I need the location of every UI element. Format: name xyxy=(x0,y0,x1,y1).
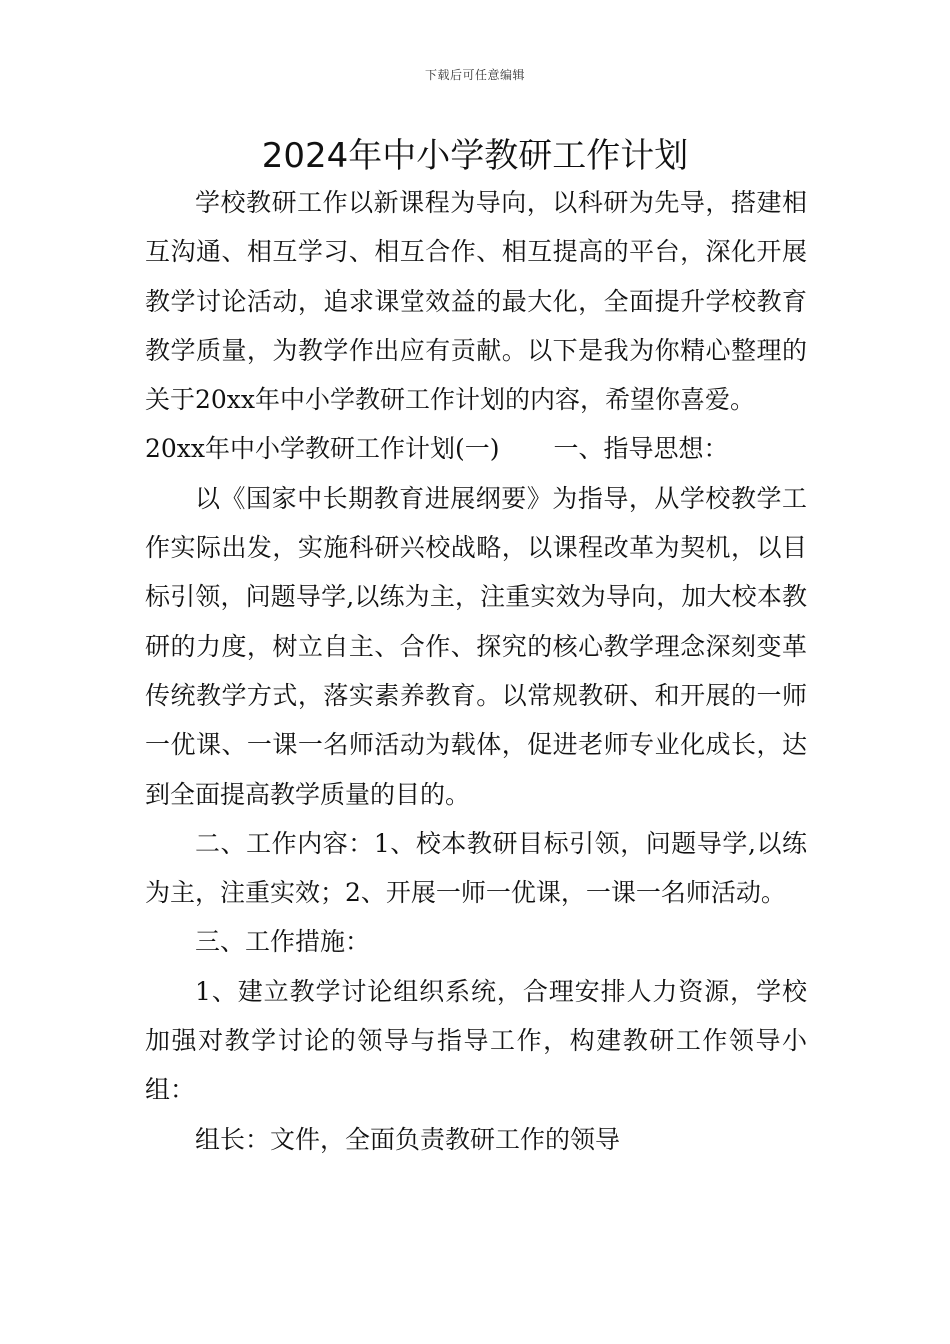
plan-title: 20xx年中小学教研工作计划(一) xyxy=(145,434,500,464)
leader-line: 组长：文件，全面负责教研工作的领导 xyxy=(195,1124,621,1154)
guiding-thought-paragraph: 以《国家中长期教育进展纲要》为指导，从学校教学工作实际出发，实施科研兴校战略，以课程改革为契机，以目标引领，问题导学,以练为主，注重实效为导向，加大校本教研的力度，树立自主、合作、探究的核心教学理念深刻变革传统教学方式，落实素养教育。以常规教研、和开展的一师一优课、一课一名师活动为载体，促进老师专业化成长，达到全面提高教学质量的目的。 xyxy=(145,483,807,809)
measure-1-paragraph: 1、建立教学讨论组织系统，合理安排人力资源，学校加强对教学讨论的领导与指导工作，构建教研工作领导小组： xyxy=(145,976,807,1105)
section-heading-line xyxy=(145,424,807,473)
intro-paragraph: 学校教研工作以新课程为导向，以科研为先导，搭建相互沟通、相互学习、相互合作、相互提高的平台，深化开展教学讨论活动，追求课堂效益的最大化，全面提升学校教育教学质量，为教学作出应有贡献。以下是我为你精心整理的关于20xx年中小学教研工作计划的内容，希望你喜爱。 xyxy=(145,188,807,415)
guiding-thought-heading: 一、指导思想： xyxy=(553,434,729,464)
document-body xyxy=(145,178,807,1164)
measures-heading: 三、工作措施： xyxy=(195,927,371,957)
document-title: 2024年中小学教研工作计划 xyxy=(261,136,689,176)
header-note: 下载后可任意编辑 xyxy=(424,68,525,82)
work-content-paragraph: 二、工作内容：1、校本教研目标引领，问题导学,以练为主，注重实效；2、开展一师一优课，一课一名师活动。 xyxy=(145,828,807,908)
